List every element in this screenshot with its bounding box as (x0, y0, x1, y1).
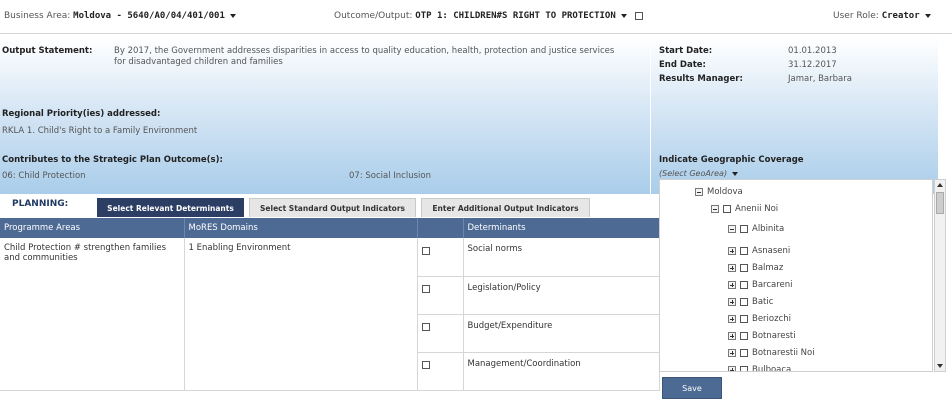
tree-node[interactable] (728, 280, 793, 290)
tree-scrollbar[interactable] (934, 179, 946, 372)
output-statement-line1: By 2017, the Government addresses disparities in access to quality education, health, protection and justice services (114, 46, 615, 56)
column-header-select (417, 218, 463, 238)
scroll-down-icon[interactable] (937, 364, 943, 368)
chevron-down-icon (230, 14, 236, 18)
determinant-cell: Management/Coordination (463, 352, 659, 390)
tree-node-label: Barcareni (752, 280, 793, 290)
expand-icon[interactable] (728, 264, 736, 272)
business-area-value: Moldova - 5640/A0/04/401/001 (73, 11, 225, 21)
determinant-cell: Legislation/Policy (463, 276, 659, 314)
business-area-selector[interactable] (4, 11, 236, 21)
output-statement-label: Output Statement: (2, 46, 93, 56)
expand-icon[interactable] (728, 366, 736, 372)
output-summary-panel (0, 38, 938, 194)
regional-priority-label: Regional Priority(ies) addressed: (2, 109, 161, 119)
results-manager-label: Results Manager: (659, 74, 743, 84)
tree-node-label: Bulboaca (752, 365, 792, 372)
determinant-checkbox-cell (417, 238, 463, 276)
output-statement-line2: for disadvantaged children and families (114, 57, 283, 67)
expand-icon[interactable] (728, 298, 736, 306)
tree-node-label: Botnaresti (752, 331, 796, 341)
tree-node-district[interactable] (711, 204, 778, 214)
tree-node-label: Botnarestii Noi (752, 348, 815, 358)
mores-domain-cell: 1 Enabling Environment (184, 238, 417, 390)
panel-divider (650, 38, 651, 194)
strategic-plan-label: Contributes to the Strategic Plan Outcome(s): (2, 155, 223, 165)
determinant-checkbox[interactable] (422, 361, 430, 369)
outcome-selector[interactable] (334, 11, 643, 21)
programme-area-cell: Child Protection # strengthen families and communities (0, 238, 184, 390)
tree-node-root[interactable] (695, 187, 743, 197)
planning-label: PLANNING: (12, 199, 69, 209)
chevron-down-icon (925, 14, 931, 18)
column-header-determinants: Determinants (463, 218, 659, 238)
tab-select-relevant-determinants[interactable]: Select Relevant Determinants (97, 198, 244, 217)
tree-node[interactable] (728, 297, 773, 307)
scroll-up-icon[interactable] (937, 183, 943, 187)
determinant-checkbox[interactable] (422, 247, 430, 255)
determinant-checkbox-cell (417, 314, 463, 352)
user-role-label: User Role: (833, 11, 879, 21)
business-area-label: Business Area: (4, 11, 71, 21)
collapse-icon[interactable] (728, 225, 736, 233)
tree-node-label: Batic (752, 297, 774, 307)
expand-icon[interactable] (728, 349, 736, 357)
tab-select-standard-output-indicators[interactable]: Select Standard Output Indicators (249, 198, 416, 217)
tree-node[interactable] (728, 314, 791, 324)
determinant-cell: Social norms (463, 238, 659, 276)
chevron-down-icon (732, 172, 738, 176)
user-role-value: Creator (881, 11, 920, 21)
tree-node[interactable] (728, 263, 783, 273)
strategic-plan-value-1: 06: Child Protection (2, 171, 86, 181)
tree-node-label: Albinita (752, 224, 785, 234)
determinants-table (0, 218, 660, 391)
results-manager-value: Jamar, Barbara (788, 74, 852, 84)
outcome-checkbox[interactable] (635, 12, 643, 20)
geo-area-select-label: (Select GeoArea) (659, 169, 728, 178)
tree-node-label: Asnaseni (752, 246, 791, 256)
tree-checkbox[interactable] (740, 315, 748, 323)
tree-checkbox[interactable] (740, 281, 748, 289)
outcome-value: OTP 1: CHILDREN#S RIGHT TO PROTECTION (415, 11, 616, 21)
expand-icon[interactable] (728, 247, 736, 255)
tree-node-label: Anenii Noi (735, 204, 779, 214)
table-header-row (0, 218, 659, 238)
tree-node[interactable] (728, 348, 815, 358)
start-date-label: Start Date: (659, 46, 713, 56)
tree-checkbox[interactable] (740, 366, 748, 372)
user-role-selector[interactable] (833, 11, 931, 21)
determinant-checkbox[interactable] (422, 323, 430, 331)
chevron-down-icon (621, 14, 627, 18)
expand-icon[interactable] (728, 332, 736, 340)
tree-node[interactable] (728, 246, 790, 256)
end-date-value: 31.12.2017 (788, 60, 837, 70)
expand-icon[interactable] (728, 281, 736, 289)
regional-priority-value: RKLA 1. Child's Right to a Family Environment (2, 126, 198, 136)
geo-coverage-label: Indicate Geographic Coverage (659, 155, 804, 165)
tree-node-label: Balmaz (752, 263, 784, 273)
determinant-checkbox-cell (417, 276, 463, 314)
table-row (0, 238, 659, 276)
collapse-icon[interactable] (695, 188, 703, 196)
start-date-value: 01.01.2013 (788, 46, 837, 56)
determinant-checkbox[interactable] (422, 285, 430, 293)
determinant-cell: Budget/Expenditure (463, 314, 659, 352)
strategic-plan-value-2: 07: Social Inclusion (349, 171, 431, 181)
tree-checkbox[interactable] (740, 225, 748, 233)
save-button[interactable]: Save (662, 377, 722, 399)
column-header-mores-domains: MoRES Domains (184, 218, 417, 238)
top-bar (0, 0, 952, 34)
tree-checkbox[interactable] (740, 264, 748, 272)
tree-checkbox[interactable] (740, 298, 748, 306)
scroll-thumb[interactable] (936, 192, 944, 214)
tree-checkbox[interactable] (740, 349, 748, 357)
tree-node[interactable] (728, 224, 784, 234)
tree-node[interactable] (728, 365, 791, 372)
tree-checkbox[interactable] (740, 332, 748, 340)
tree-node-label: Moldova (707, 187, 743, 197)
determinant-checkbox-cell (417, 352, 463, 390)
geo-area-tree (659, 179, 933, 372)
column-header-programme-areas: Programme Areas (0, 218, 184, 238)
expand-icon[interactable] (728, 315, 736, 323)
tab-enter-additional-output-indicators[interactable]: Enter Additional Output Indicators (421, 198, 590, 217)
tree-checkbox[interactable] (740, 247, 748, 255)
tree-checkbox[interactable] (723, 205, 731, 213)
tree-node-label: Beriozchi (752, 314, 792, 324)
collapse-icon[interactable] (711, 205, 719, 213)
tree-node[interactable] (728, 331, 796, 341)
end-date-label: End Date: (659, 60, 706, 70)
outcome-label: Outcome/Output: (334, 11, 413, 21)
geo-area-selector[interactable] (659, 169, 738, 178)
